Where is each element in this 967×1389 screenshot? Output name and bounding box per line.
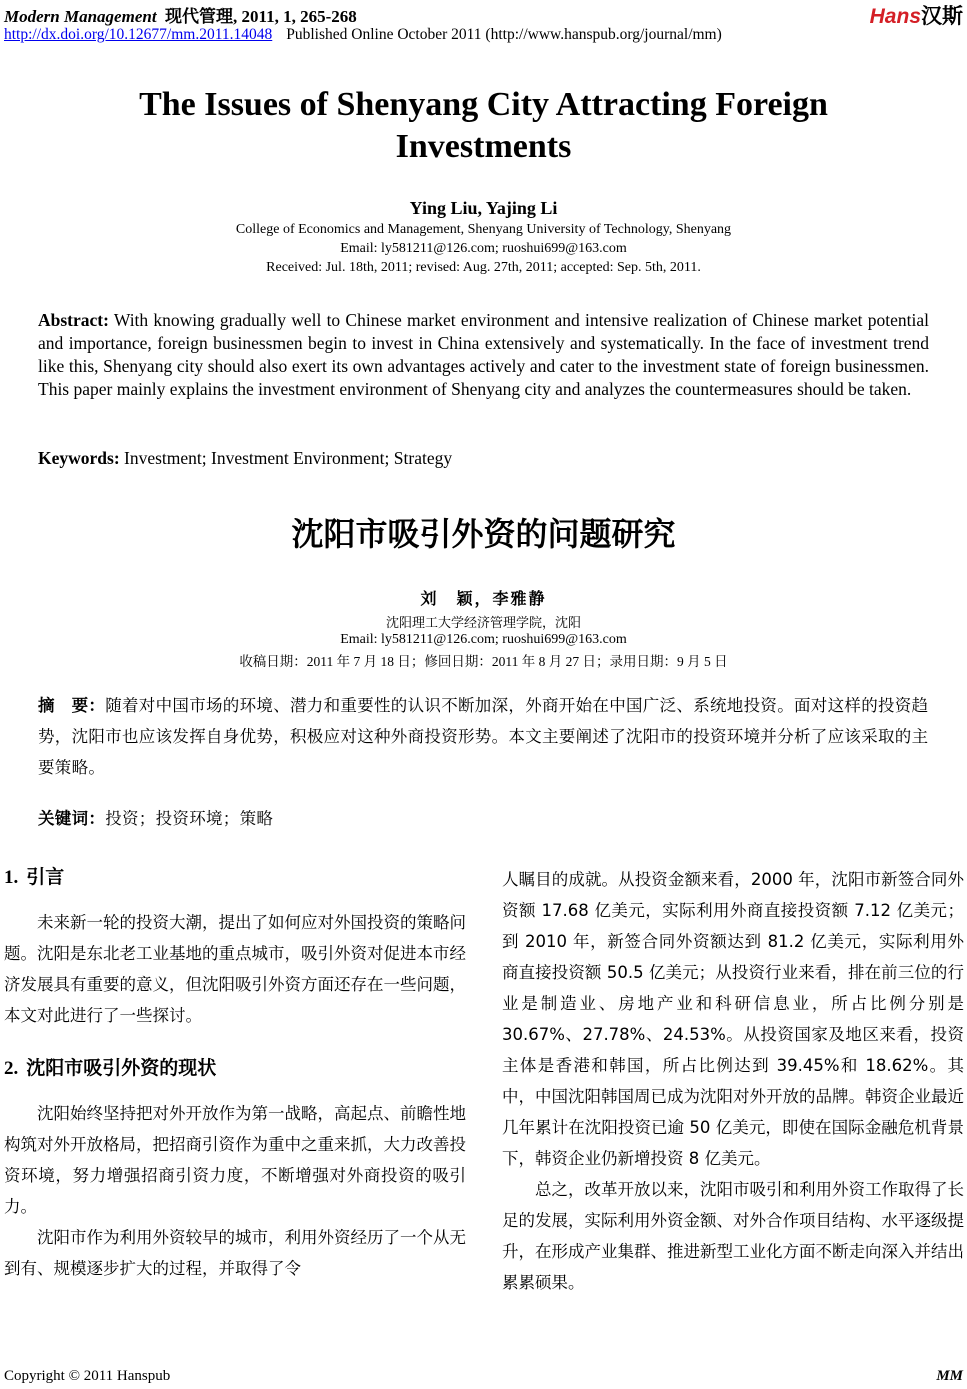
section-1-paragraph: 未来新一轮的投资大潮，提出了如何应对外国投资的策略问题。沈阳是东北老工业基地的重点城市，吸引外资对促进本市经济发展具有重要的意义，但沈阳吸引外资方面还存在一些问题，本文对此进行了一些探讨。 xyxy=(4,913,466,1025)
journal-header xyxy=(4,2,357,27)
footer-copyright: Copyright © 2011 Hanspub xyxy=(4,1368,171,1384)
abstract-text-cn: 随着对中国市场的环境、潜力和重要性的认识不断加深，外商开始在中国广泛、系统地投资。面对这样的投资趋势，沈阳市也应该发挥自身优势，积极应对这种外商投资形势。本文主要阐述了沈阳市的投资环境并分析了应该采取的主要策略。 xyxy=(38,696,929,777)
abstract-label: Abstract: xyxy=(38,310,109,330)
doi-line xyxy=(4,26,722,44)
right-paragraph-1: 人瞩目的成就。从投资金额来看，2000 年，沈阳市新签合同外资额 17.68 亿美元，实际利用外商直接投资额 7.12 亿美元；到 2010 年，新签合同外资额达到 81.2 亿美元，实际利用外商直接投资额 50.5 亿美元；从投资行业来看，排在前三位的行业是制造业、房地产业和科研信息业，所占比例分别是 30.67%、27.78%、24.53%。从投资国家及地区来看，投资主体是香港和韩国，所占比例达到 39.45%和 18.62%。其中，中国沈阳韩国周已成为沈阳对外开放的品牌。韩资企业最近几年累计在沈阳投资已逾 50 亿美元，即使在国际金融危机背景下，韩资企业仍新增投资 8 亿美元。 xyxy=(502,870,964,1168)
keywords-label: Keywords: xyxy=(38,448,120,468)
title-english: The Issues of Shenyang City Attracting Foreign Investments xyxy=(139,86,828,165)
body-right-column xyxy=(502,864,964,1298)
section-1-heading: 1. 引言 xyxy=(4,866,65,888)
section-2-paragraph-2: 沈阳市作为利用外资较早的城市，利用外资经历了一个从无到有、规模逐步扩大的过程，并取得了令 xyxy=(4,1228,466,1278)
affiliation-english: College of Economics and Management, Shenyang University of Technology, Shenyang xyxy=(235,222,732,237)
received-chinese: 收稿日期：2011 年 7 月 18 日；修回日期：2011 年 8 月 27 日；录用日期：9 月 5 日 xyxy=(239,654,728,669)
received-english: Received: Jul. 18th, 2011; revised: Aug. 27th, 2011; accepted: Sep. 5th, 2011. xyxy=(266,260,701,275)
footer-journal-abbr: MM xyxy=(936,1368,963,1384)
published-online: Published Online October 2011 (http://www.hanspub.org/journal/mm) xyxy=(286,26,722,43)
authors-chinese: 刘 颖，李雅静 xyxy=(420,589,547,608)
keywords-text-cn: 投资；投资环境；策略 xyxy=(105,809,274,828)
journal-name: Modern Management xyxy=(4,7,157,26)
email-chinese: Email: ly581211@126.com; ruoshui699@163.com xyxy=(340,632,627,647)
journal-issue-info: 现代管理, 2011, 1, 265-268 xyxy=(165,7,357,26)
abstract-label-cn: 摘 要： xyxy=(38,696,106,715)
right-paragraph-2: 总之，改革开放以来，沈阳市吸引和利用外资工作取得了长足的发展，实际利用外资金额、对外合作项目结构、水平逐级提升，在形成产业集群、推进新型工业化方面不断走向深入并结出累累硕果。 xyxy=(502,1180,964,1292)
publisher-logo: Hans汉斯 xyxy=(869,5,963,28)
keywords-text: Investment; Investment Environment; Strategy xyxy=(124,448,453,468)
abstract-english xyxy=(38,309,929,401)
keywords-english xyxy=(38,447,929,470)
affiliation-chinese: 沈阳理工大学经济管理学院，沈阳 xyxy=(385,615,581,630)
email-english: Email: ly581211@126.com; ruoshui699@163.com xyxy=(340,241,627,256)
abstract-text: With knowing gradually well to Chinese market environment and intensive realization of Chinese market potential and importance, foreign businessmen begin to invest in China extensively and systematically. In the face of investment trend like this, Shenyang city should also exert its own advantages actively and cater to the investment state of foreign businessmen. This paper mainly explains the investment environment of Shenyang city and analyzes the countermeasures should be taken. xyxy=(38,310,929,399)
keywords-label-cn: 关键词： xyxy=(38,809,106,828)
body-left-column xyxy=(4,862,466,1284)
authors-english: Ying Liu, Yajing Li xyxy=(409,198,558,218)
doi-link[interactable]: http://dx.doi.org/10.12677/mm.2011.14048 xyxy=(4,26,273,43)
section-2-heading: 2. 沈阳市吸引外资的现状 xyxy=(4,1057,217,1079)
abstract-chinese xyxy=(38,690,929,783)
keywords-chinese xyxy=(38,803,929,834)
title-chinese: 沈阳市吸引外资的问题研究 xyxy=(291,515,676,553)
section-2-paragraph-1: 沈阳始终坚持把对外开放作为第一战略，高起点、前瞻性地构筑对外开放格局，把招商引资作为重中之重来抓，大力改善投资环境，努力增强招商引资力度，不断增强对外商投资的吸引力。 xyxy=(4,1104,466,1216)
